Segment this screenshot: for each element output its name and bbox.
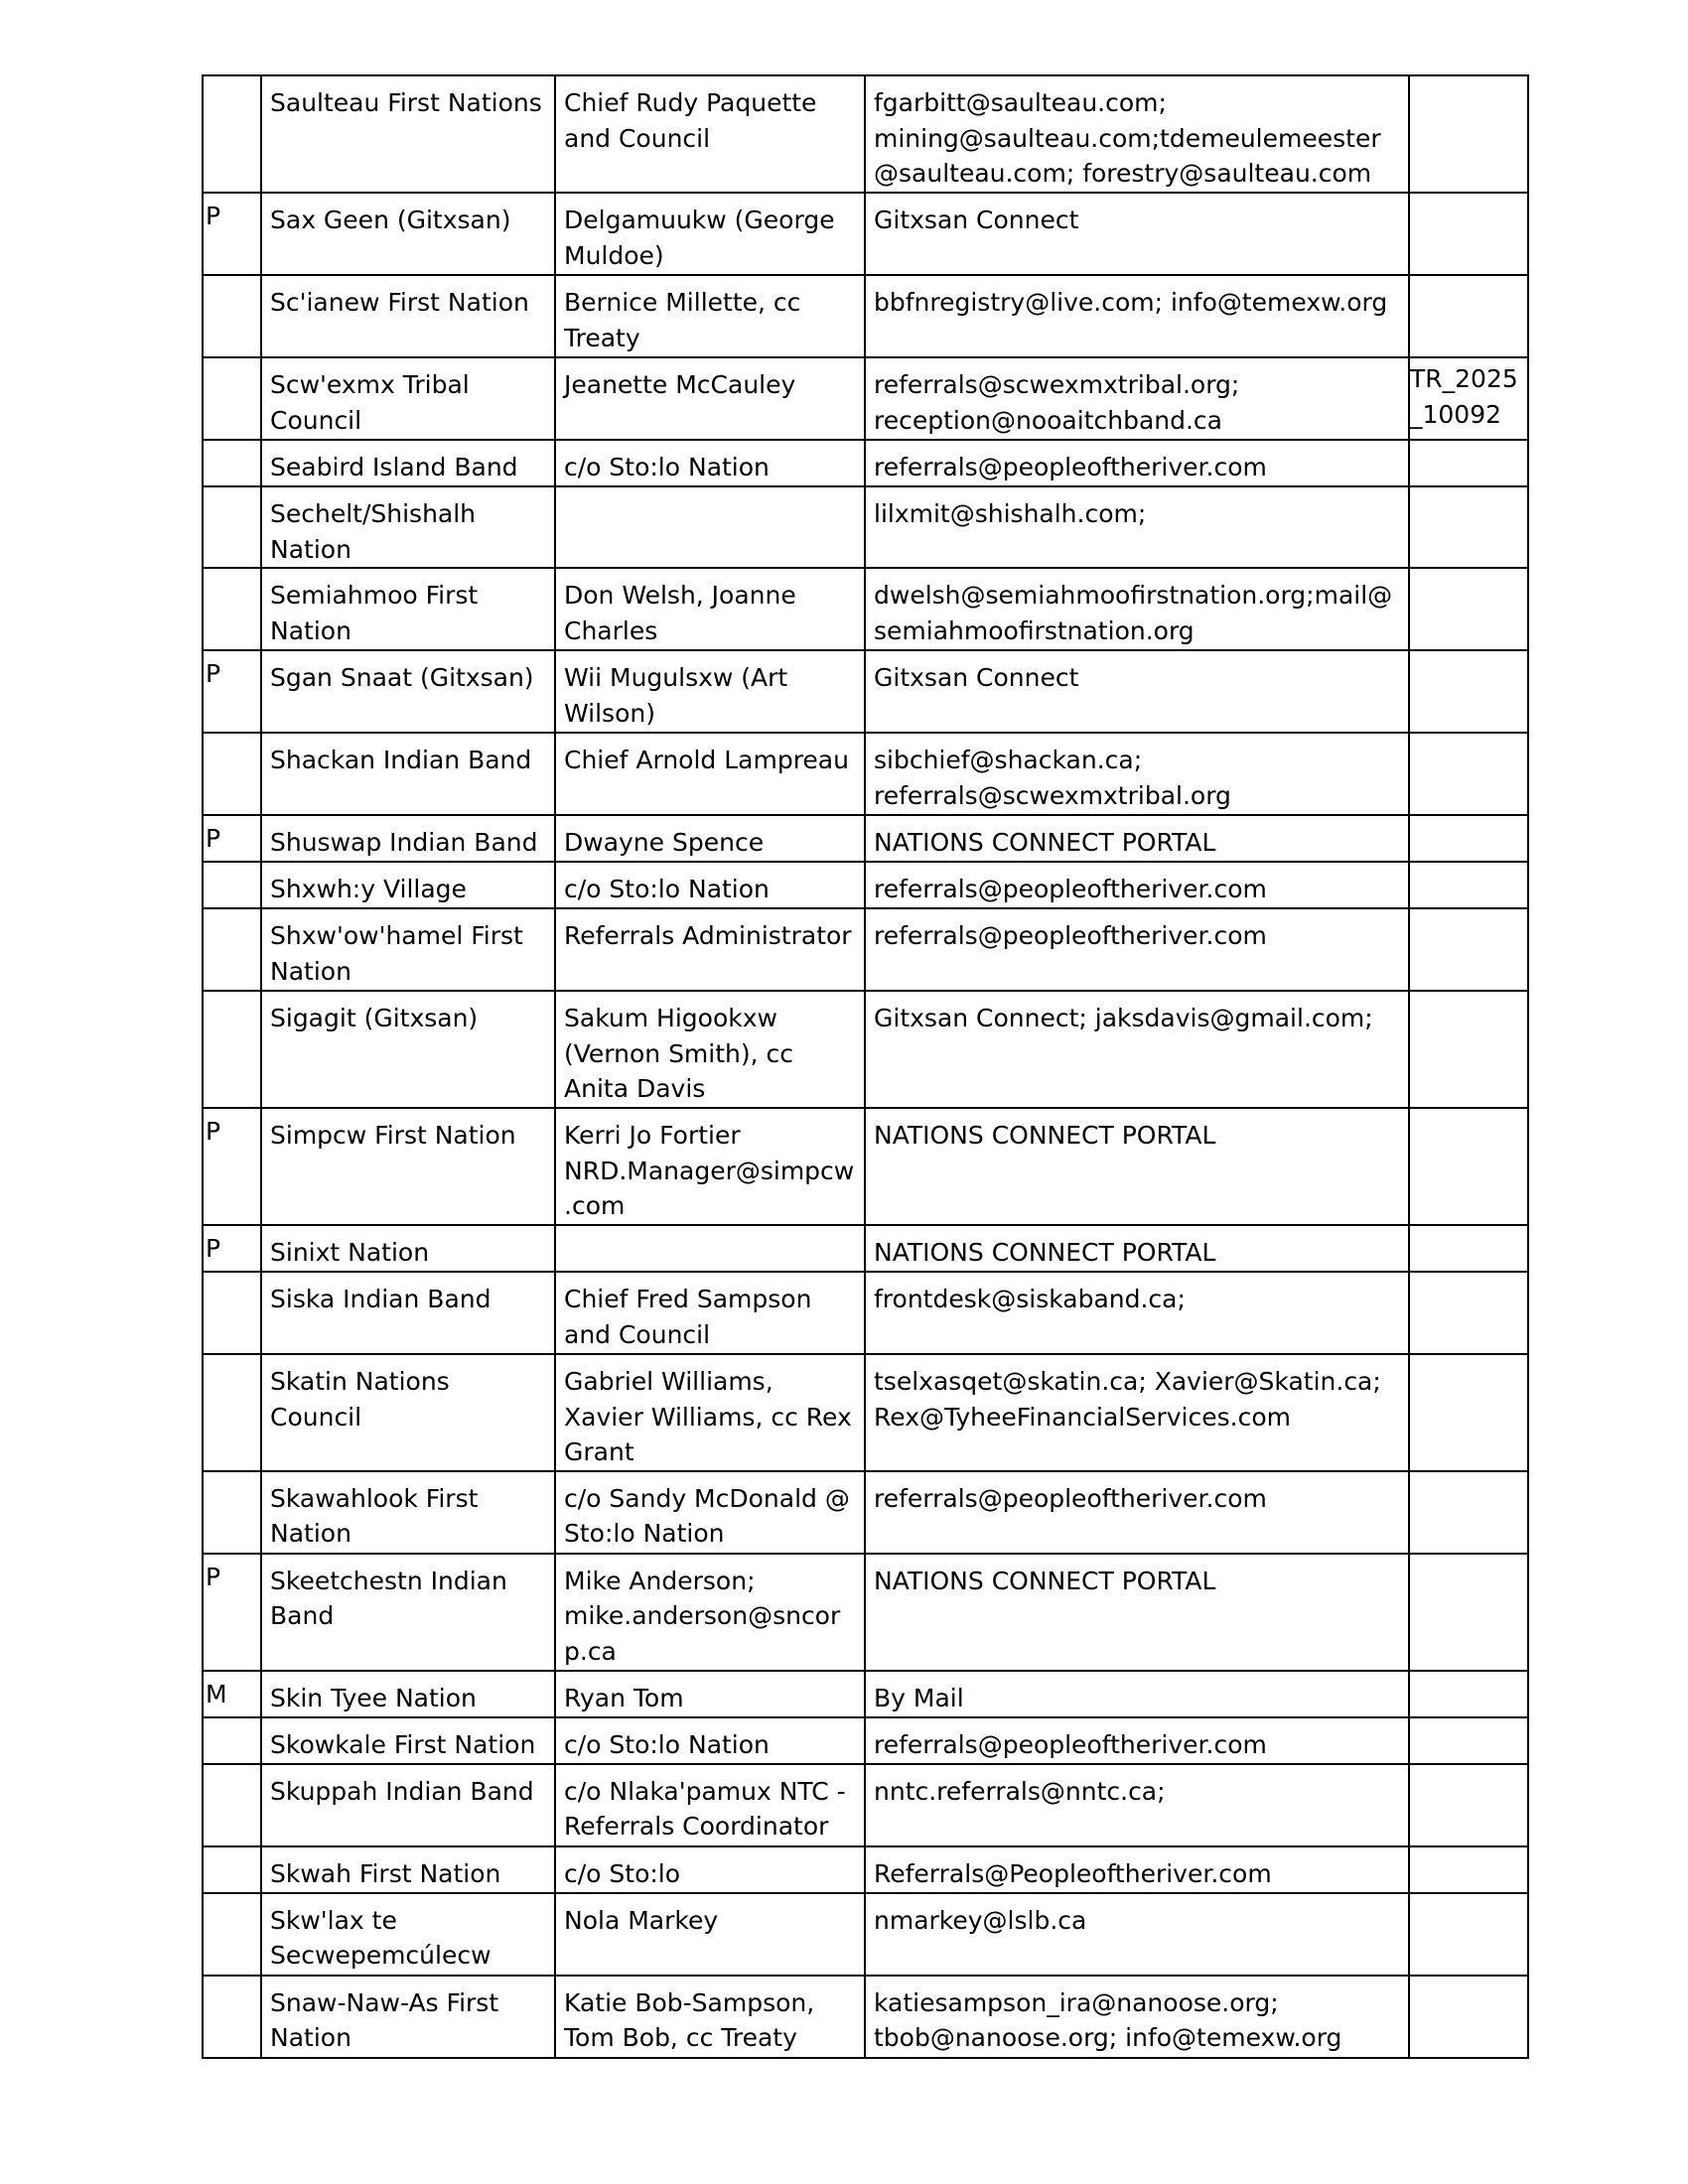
email-cell: Gitxsan Connect	[865, 650, 1409, 733]
reference-cell	[1409, 1976, 1528, 2058]
email-cell: sibchief@shackan.ca; referrals@scwexmxtribal.org	[865, 733, 1409, 815]
contact-person-cell: Delgamuukw (George Muldoe)	[555, 193, 865, 275]
table-row	[203, 1272, 1528, 1354]
flag-cell	[203, 275, 261, 357]
contact-person-cell: Mike Anderson; mike.anderson@sncorp.ca	[555, 1554, 865, 1671]
flag-cell: M	[203, 1671, 261, 1717]
email-cell: NATIONS CONNECT PORTAL	[865, 815, 1409, 862]
contact-person-cell: c/o Sto:lo	[555, 1846, 865, 1893]
contact-table	[202, 74, 1529, 2059]
email-cell: Gitxsan Connect	[865, 193, 1409, 275]
table-row	[203, 568, 1528, 650]
contact-person-cell: Gabriel Williams, Xavier Williams, cc Rex Grant	[555, 1354, 865, 1471]
reference-cell	[1409, 1354, 1528, 1471]
contact-person-cell: Dwayne Spence	[555, 815, 865, 862]
table-row	[203, 486, 1528, 568]
flag-cell	[203, 486, 261, 568]
reference-cell	[1409, 1554, 1528, 1671]
nation-name-cell: Sc'ianew First Nation	[261, 275, 555, 357]
email-cell: NATIONS CONNECT PORTAL	[865, 1108, 1409, 1225]
nation-name-cell: Seabird Island Band	[261, 440, 555, 486]
email-cell: fgarbitt@saulteau.com; mining@saulteau.com;tdemeulemeester@saulteau.com; forestry@saulteau.com	[865, 75, 1409, 193]
flag-cell	[203, 908, 261, 991]
contact-person-cell: Chief Fred Sampson and Council	[555, 1272, 865, 1354]
email-cell: referrals@peopleoftheriver.com	[865, 1471, 1409, 1554]
reference-cell	[1409, 1108, 1528, 1225]
flag-cell: P	[203, 193, 261, 275]
email-cell: referrals@peopleoftheriver.com	[865, 440, 1409, 486]
flag-cell	[203, 440, 261, 486]
email-cell: NATIONS CONNECT PORTAL	[865, 1225, 1409, 1272]
nation-name-cell: Skuppah Indian Band	[261, 1764, 555, 1846]
table-row	[203, 1471, 1528, 1554]
contact-person-cell	[555, 486, 865, 568]
contact-person-cell	[555, 1225, 865, 1272]
flag-cell: P	[203, 815, 261, 862]
email-cell: bbfnregistry@live.com; info@temexw.org	[865, 275, 1409, 357]
nation-name-cell: Shxwh:y Village	[261, 862, 555, 908]
email-cell: By Mail	[865, 1671, 1409, 1717]
reference-cell	[1409, 1225, 1528, 1272]
reference-cell	[1409, 486, 1528, 568]
contact-person-cell: c/o Sto:lo Nation	[555, 862, 865, 908]
reference-cell	[1409, 1764, 1528, 1846]
table-row	[203, 357, 1528, 440]
flag-cell	[203, 568, 261, 650]
table-row	[203, 650, 1528, 733]
nation-name-cell: Scw'exmx Tribal Council	[261, 357, 555, 440]
reference-cell	[1409, 1846, 1528, 1893]
email-cell: katiesampson_ira@nanoose.org; tbob@nanoose.org; info@temexw.org	[865, 1976, 1409, 2058]
table-row	[203, 75, 1528, 193]
reference-cell	[1409, 862, 1528, 908]
reference-cell	[1409, 193, 1528, 275]
email-cell: frontdesk@siskaband.ca;	[865, 1272, 1409, 1354]
reference-cell	[1409, 568, 1528, 650]
contact-person-cell: Referrals Administrator	[555, 908, 865, 991]
email-cell: nmarkey@lslb.ca	[865, 1893, 1409, 1976]
email-cell: referrals@peopleoftheriver.com	[865, 908, 1409, 991]
email-cell: referrals@scwexmxtribal.org; reception@nooaitchband.ca	[865, 357, 1409, 440]
flag-cell	[203, 733, 261, 815]
nation-name-cell: Shuswap Indian Band	[261, 815, 555, 862]
reference-cell	[1409, 1893, 1528, 1976]
nation-name-cell: Sgan Snaat (Gitxsan)	[261, 650, 555, 733]
table-row	[203, 862, 1528, 908]
contact-person-cell: c/o Sto:lo Nation	[555, 1717, 865, 1764]
flag-cell: P	[203, 650, 261, 733]
table-row	[203, 1671, 1528, 1717]
email-cell: referrals@peopleoftheriver.com	[865, 862, 1409, 908]
nation-name-cell: Skeetchestn Indian Band	[261, 1554, 555, 1671]
table-row	[203, 1108, 1528, 1225]
contact-person-cell: Wii Mugulsxw (Art Wilson)	[555, 650, 865, 733]
table-row	[203, 1225, 1528, 1272]
nation-name-cell: Skin Tyee Nation	[261, 1671, 555, 1717]
nation-name-cell: Saulteau First Nations	[261, 75, 555, 193]
table-row	[203, 1764, 1528, 1846]
nation-name-cell: Shxw'ow'hamel First Nation	[261, 908, 555, 991]
flag-cell	[203, 991, 261, 1108]
email-cell: NATIONS CONNECT PORTAL	[865, 1554, 1409, 1671]
nation-name-cell: Sinixt Nation	[261, 1225, 555, 1272]
reference-cell	[1409, 908, 1528, 991]
nation-name-cell: Siska Indian Band	[261, 1272, 555, 1354]
table-row	[203, 733, 1528, 815]
flag-cell: P	[203, 1554, 261, 1671]
contact-person-cell: c/o Sandy McDonald @ Sto:lo Nation	[555, 1471, 865, 1554]
contact-person-cell: c/o Nlaka'pamux NTC - Referrals Coordinator	[555, 1764, 865, 1846]
nation-name-cell: Skwah First Nation	[261, 1846, 555, 1893]
flag-cell	[203, 1846, 261, 1893]
reference-cell	[1409, 275, 1528, 357]
table-row	[203, 908, 1528, 991]
email-cell: nntc.referrals@nntc.ca;	[865, 1764, 1409, 1846]
email-cell: referrals@peopleoftheriver.com	[865, 1717, 1409, 1764]
nation-name-cell: Sigagit (Gitxsan)	[261, 991, 555, 1108]
email-cell: tselxasqet@skatin.ca; Xavier@Skatin.ca; Rex@TyheeFinancialServices.com	[865, 1354, 1409, 1471]
contact-person-cell: Don Welsh, Joanne Charles	[555, 568, 865, 650]
contact-person-cell: Nola Markey	[555, 1893, 865, 1976]
flag-cell: P	[203, 1225, 261, 1272]
reference-cell	[1409, 1671, 1528, 1717]
table-row	[203, 1893, 1528, 1976]
table-row	[203, 991, 1528, 1108]
contact-person-cell: Sakum Higookxw (Vernon Smith), cc Anita Davis	[555, 991, 865, 1108]
flag-cell	[203, 1272, 261, 1354]
table-row	[203, 1846, 1528, 1893]
email-cell: Gitxsan Connect; jaksdavis@gmail.com;	[865, 991, 1409, 1108]
reference-cell: TR_2025_10092	[1409, 357, 1528, 440]
flag-cell	[203, 1764, 261, 1846]
flag-cell	[203, 1354, 261, 1471]
table-row	[203, 440, 1528, 486]
contact-person-cell: c/o Sto:lo Nation	[555, 440, 865, 486]
reference-cell	[1409, 1471, 1528, 1554]
reference-cell	[1409, 650, 1528, 733]
reference-cell	[1409, 440, 1528, 486]
email-cell: Referrals@Peopleoftheriver.com	[865, 1846, 1409, 1893]
contact-person-cell: Katie Bob-Sampson, Tom Bob, cc Treaty	[555, 1976, 865, 2058]
flag-cell	[203, 1893, 261, 1976]
table-row	[203, 1717, 1528, 1764]
nation-name-cell: Skawahlook First Nation	[261, 1471, 555, 1554]
contact-person-cell: Chief Rudy Paquette and Council	[555, 75, 865, 193]
table-row	[203, 1976, 1528, 2058]
nation-name-cell: Snaw-Naw-As First Nation	[261, 1976, 555, 2058]
reference-cell	[1409, 75, 1528, 193]
contact-person-cell: Chief Arnold Lampreau	[555, 733, 865, 815]
nation-name-cell: Sechelt/Shishalh Nation	[261, 486, 555, 568]
contact-person-cell: Jeanette McCauley	[555, 357, 865, 440]
flag-cell	[203, 862, 261, 908]
flag-cell	[203, 1976, 261, 2058]
flag-cell: P	[203, 1108, 261, 1225]
table-row	[203, 193, 1528, 275]
table-row	[203, 275, 1528, 357]
nation-name-cell: Simpcw First Nation	[261, 1108, 555, 1225]
nation-name-cell: Skatin Nations Council	[261, 1354, 555, 1471]
nation-name-cell: Semiahmoo First Nation	[261, 568, 555, 650]
flag-cell	[203, 75, 261, 193]
nation-name-cell: Shackan Indian Band	[261, 733, 555, 815]
flag-cell	[203, 1471, 261, 1554]
contact-person-cell: Ryan Tom	[555, 1671, 865, 1717]
nation-name-cell: Sax Geen (Gitxsan)	[261, 193, 555, 275]
reference-cell	[1409, 733, 1528, 815]
reference-cell	[1409, 1717, 1528, 1764]
email-cell: lilxmit@shishalh.com;	[865, 486, 1409, 568]
reference-cell	[1409, 815, 1528, 862]
table-row	[203, 1354, 1528, 1471]
flag-cell	[203, 357, 261, 440]
reference-cell	[1409, 991, 1528, 1108]
nation-name-cell: Skw'lax te Secwepemcúlecw	[261, 1893, 555, 1976]
email-cell: dwelsh@semiahmoofirstnation.org;mail@semiahmoofirstnation.org	[865, 568, 1409, 650]
table-row	[203, 1554, 1528, 1671]
reference-cell	[1409, 1272, 1528, 1354]
table-row	[203, 815, 1528, 862]
flag-cell	[203, 1717, 261, 1764]
nation-name-cell: Skowkale First Nation	[261, 1717, 555, 1764]
contact-person-cell: Bernice Millette, cc Treaty	[555, 275, 865, 357]
contact-person-cell: Kerri Jo Fortier NRD.Manager@simpcw.com	[555, 1108, 865, 1225]
